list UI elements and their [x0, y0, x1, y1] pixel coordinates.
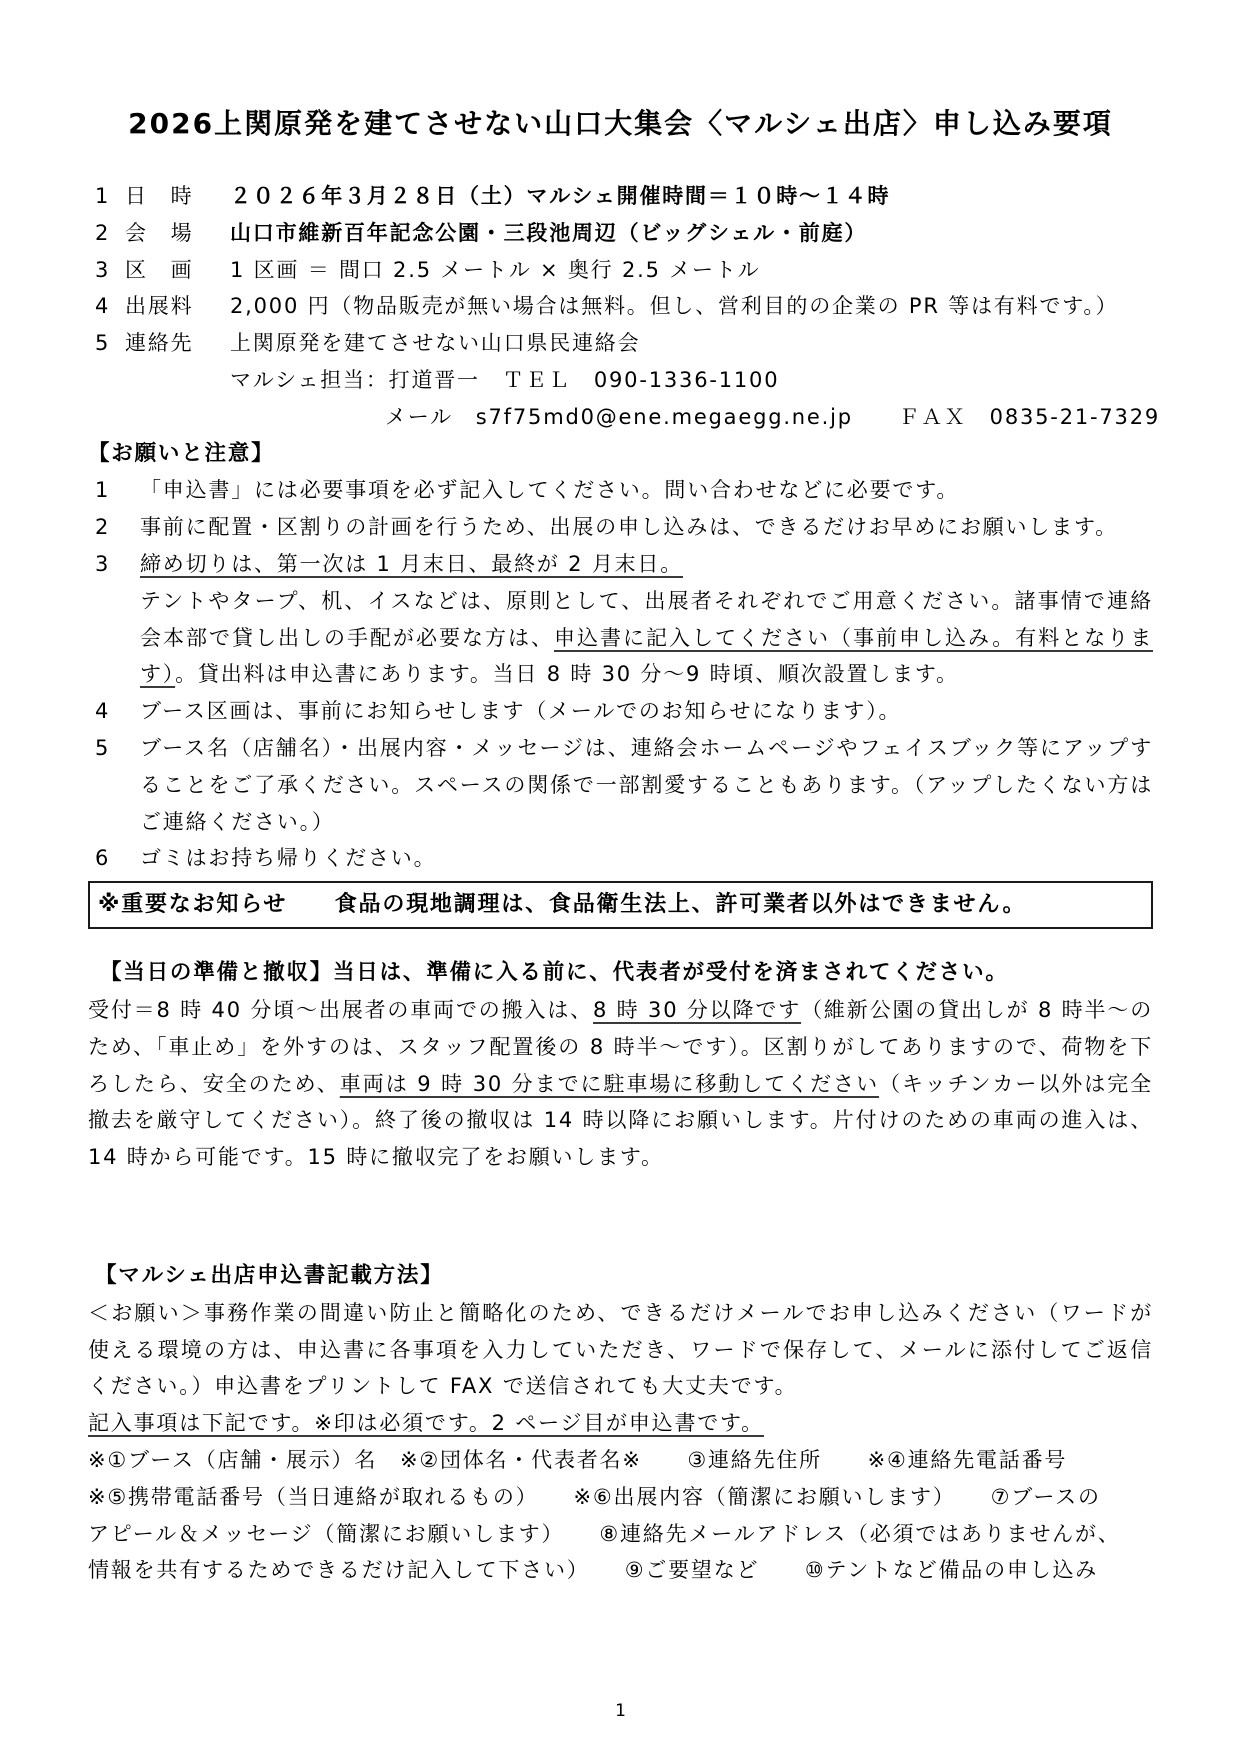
note-text: 事前に配置・区割りの計画を行うため、出展の申し込みは、できるだけお早めにお願いします。: [140, 515, 1118, 540]
info-row-datetime: [88, 178, 1153, 215]
contact-email-fax: メール s7f75md0@ene.megaegg.ne.jp ＦＡＸ 0835-21-7329: [385, 404, 1161, 429]
application-fields-line-3: アピール＆メッセージ（簡潔にお願いします） ⑧連絡先メールアドレス（必須ではありませんが、: [88, 1521, 1121, 1546]
info-value-booth-size: 1 区画 ＝ 間口 2.5 メートル × 奥行 2.5 メートル: [230, 257, 761, 282]
application-section-heading: 【マルシェ出店申込書記載方法】: [95, 1262, 444, 1288]
info-number: 3: [95, 257, 111, 282]
note-number: 3: [95, 551, 111, 576]
preparation-section-heading: 【当日の準備と撤収】当日は、準備に入る前に、代表者が受付を済まされてください。: [100, 960, 1009, 986]
important-notice-box: ※重要なお知らせ 食品の現地調理は、食品衛生法上、許可業者以外はできません。: [88, 881, 1153, 929]
note-item-5: [88, 730, 1153, 840]
notes-section-heading: 【お願いと注意】: [88, 440, 275, 466]
info-row-venue: [88, 215, 1153, 252]
note-item-1: [88, 472, 1153, 509]
notes-list: [88, 472, 1153, 877]
info-row-booth-size: [88, 252, 1153, 289]
note-number: 2: [95, 515, 111, 540]
info-value-contact-org: 上関原発を建てさせない山口県民連絡会: [230, 331, 641, 356]
info-number: 1: [95, 184, 111, 208]
application-fields-line-2: ※⑤携帯電話番号（当日連絡が取れるもの） ※⑥出展内容（簡潔にお願いします） ⑦ブースの: [88, 1484, 1101, 1509]
note-text: 締め切りは、第一次は 1 月末日、最終が 2 月末日。 テントやタープ、机、イスなどは、原則として、出展者それぞれでご用意ください。諸事情で連絡会本部で貸し出しの手配が必要な方は、申込書に記入してください（事前申し込み。有料となります）。貸出料は申込書にあります。当日 8 時 30 分～9 時頃、順次設置します。: [140, 551, 1154, 687]
info-row-contact: [88, 325, 1153, 362]
note-number: 1: [95, 478, 111, 503]
info-number: 5: [95, 331, 111, 356]
note-text: 「申込書」には必要事項を必ず記入してください。問い合わせなどに必要です。: [140, 478, 960, 503]
note-item-4: [88, 693, 1153, 730]
info-label: 連絡先: [125, 331, 194, 356]
info-number: 2: [95, 220, 111, 245]
info-label: 会 場: [125, 220, 194, 245]
note-number: 6: [95, 846, 111, 871]
note-text: ブース名（店舗名）・出展内容・メッセージは、連絡会ホームページやフェイスブック等にアップすることをご了承ください。スペースの関係で一部割愛することもあります。（アップしたくない方はご連絡ください。）: [140, 735, 1153, 834]
note-item-2: [88, 509, 1153, 546]
note-item-3: [88, 546, 1153, 693]
note-text: ゴミはお持ち帰りください。: [140, 846, 437, 871]
info-value-fee: 2,000 円（物品販売が無い場合は無料。但し、営利目的の企業の PR 等は有料です。）: [230, 294, 1119, 319]
contact-person-tel: マルシェ担当：打道晋一 ＴＥＬ 090-1336-1100: [230, 367, 780, 392]
info-list: [88, 178, 1161, 436]
application-required-line: [88, 1405, 1153, 1442]
note-text: ブース区画は、事前にお知らせします（メールでのお知らせになります）。: [140, 699, 902, 724]
info-value-datetime: ２０２６年３月２８日（土）マルシェ開催時間＝１０時～１４時: [230, 184, 891, 208]
info-label: 区 画: [125, 257, 194, 282]
info-label: 日 時: [125, 184, 194, 208]
note-number: 4: [95, 699, 111, 724]
info-label: 出展料: [125, 294, 194, 319]
application-fields-line-1: ※①ブース（店舗・展示）名 ※②団体名・代表者名※ ③連絡先住所 ※④連絡先電話番号: [88, 1447, 1068, 1472]
note-number: 5: [95, 735, 111, 760]
info-row-fee: [88, 288, 1153, 325]
info-value-venue: 山口市維新百年記念公園・三段池周辺（ビッグシェル・前庭）: [230, 220, 868, 245]
preparation-paragraph: 受付＝8 時 40 分頃～出展者の車両での搬入は、8 時 30 分以降です（維新公園の貸出しが 8 時半～のため、「車止め」を外すのは、スタッフ配置後の 8 時半～です）。区割りがしてありますので、荷物を下ろしたら、安全のため、車両は 9 時 30 分までに駐車場に移動してください（キッチンカー以外は完全撤去を厳守してください）。終了後の撤収は 14 時以降にお願いします。片付けのための車両の進入は、14 時から可能です。15 時に撤収完了をお願いします。: [88, 997, 1153, 1170]
page-title: 2026上関原発を建てさせない山口大集会〈マルシェ出店〉申し込み要項: [128, 107, 1113, 140]
application-request-paragraph: ＜お願い＞事務作業の間違い防止と簡略化のため、できるだけメールでお申し込みください（ワードが使える環境の方は、申込書に各事項を入力していただき、ワードで保存して、メールに添付してご返信ください。）申込書をプリントして FAX で送信されても大丈夫です。: [88, 1300, 1153, 1399]
info-number: 4: [95, 294, 111, 319]
note-item-6: [88, 840, 1153, 877]
underlined-text: 記入事項は下記です。※印は必須です。2 ページ目が申込書です。: [88, 1411, 764, 1436]
page-number: 1: [615, 1701, 626, 1721]
application-fields-line-4: 情報を共有するためできるだけ記入して下さい） ⑨ご要望など ⑩テントなど備品の申し込み: [88, 1558, 1099, 1583]
